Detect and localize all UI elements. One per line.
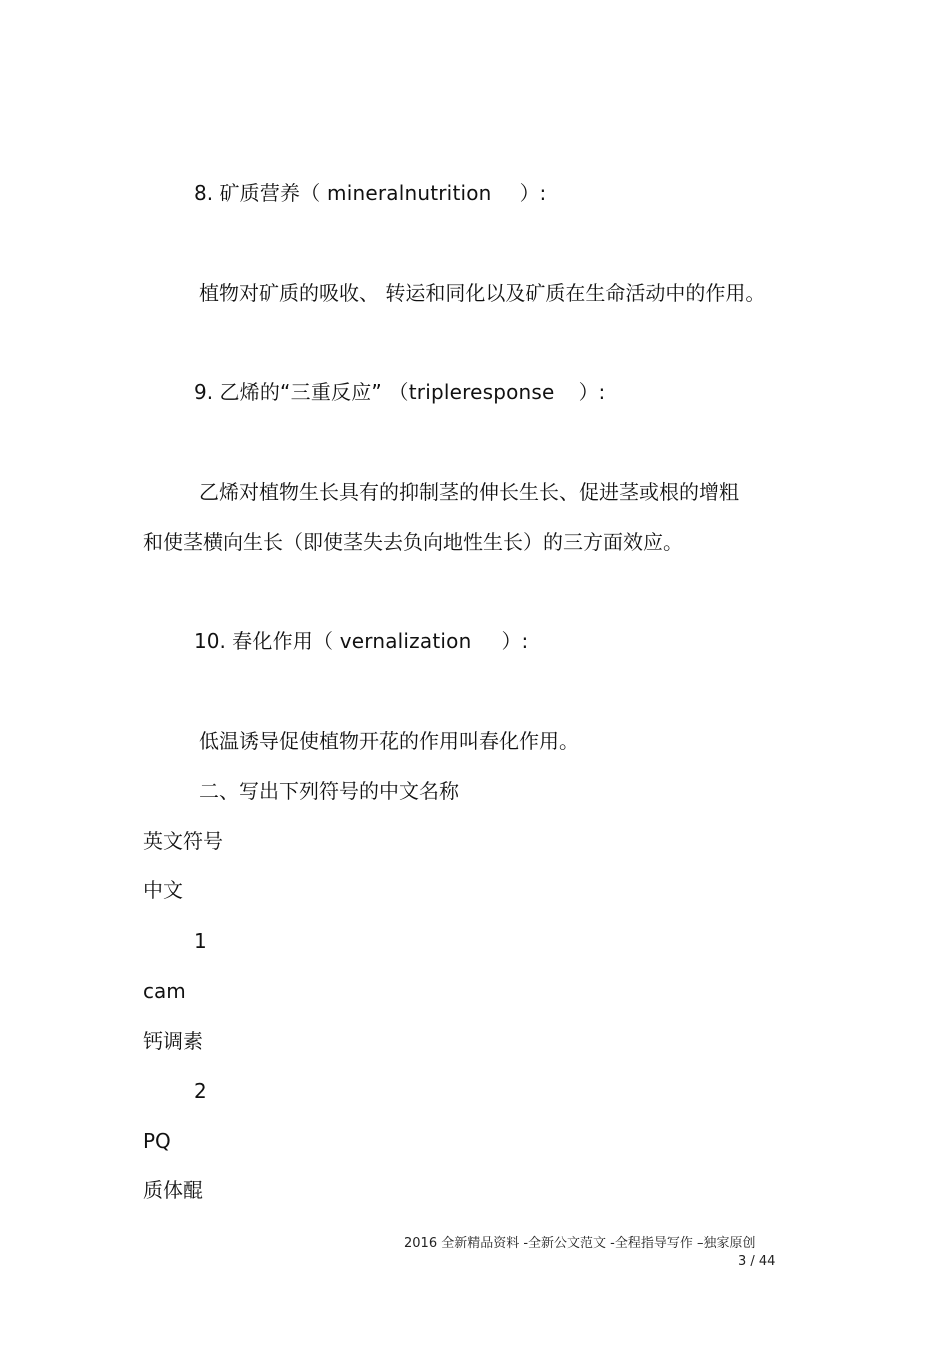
table-row-index: 2 <box>194 1079 207 1103</box>
item-9-heading <box>194 379 605 405</box>
table-header-chinese: 中文 <box>143 878 183 902</box>
item-9-definition-line2: 和使茎横向生长（即使茎失去负向地性生长）的三方面效应。 <box>143 530 683 554</box>
item-10-close: ）: <box>501 629 529 653</box>
item-10-heading <box>194 628 528 654</box>
item-10-number: 10. <box>194 629 226 653</box>
item-9-close: ）: <box>578 380 606 404</box>
table-row-symbol: cam <box>143 979 186 1003</box>
item-9-number: 9. <box>194 380 214 404</box>
section-heading: 二、写出下列符号的中文名称 <box>199 779 459 803</box>
table-header-symbol: 英文符号 <box>143 829 223 853</box>
item-8-definition: 植物对矿质的吸收、 转运和同化以及矿质在生命活动中的作用。 <box>199 281 766 305</box>
footer-tagline: 2016 全新精品资料 -全新公文范文 -全程指导写作 –独家原创 <box>404 1236 756 1251</box>
table-row-index: 1 <box>194 929 207 953</box>
table-row-chinese: 钙调素 <box>143 1029 203 1053</box>
item-10-definition: 低温诱导促使植物开花的作用叫春化作用。 <box>199 729 579 753</box>
table-row-chinese: 质体醌 <box>143 1178 203 1202</box>
footer-page-indicator: 3 / 44 <box>738 1254 776 1269</box>
item-8-close: ）: <box>519 181 547 205</box>
item-10-term: 春化作用（ vernalization <box>232 629 472 653</box>
item-9-definition-line1: 乙烯对植物生长具有的抑制茎的伸长生长、促进茎或根的增粗 <box>199 480 739 504</box>
item-8-heading <box>194 180 546 206</box>
item-8-number: 8. <box>194 181 214 205</box>
table-row-symbol: PQ <box>143 1129 171 1153</box>
item-8-term: 矿质营养（ mineralnutrition <box>219 181 492 205</box>
item-9-term: 乙烯的“三重反应” （tripleresponse <box>219 380 555 404</box>
